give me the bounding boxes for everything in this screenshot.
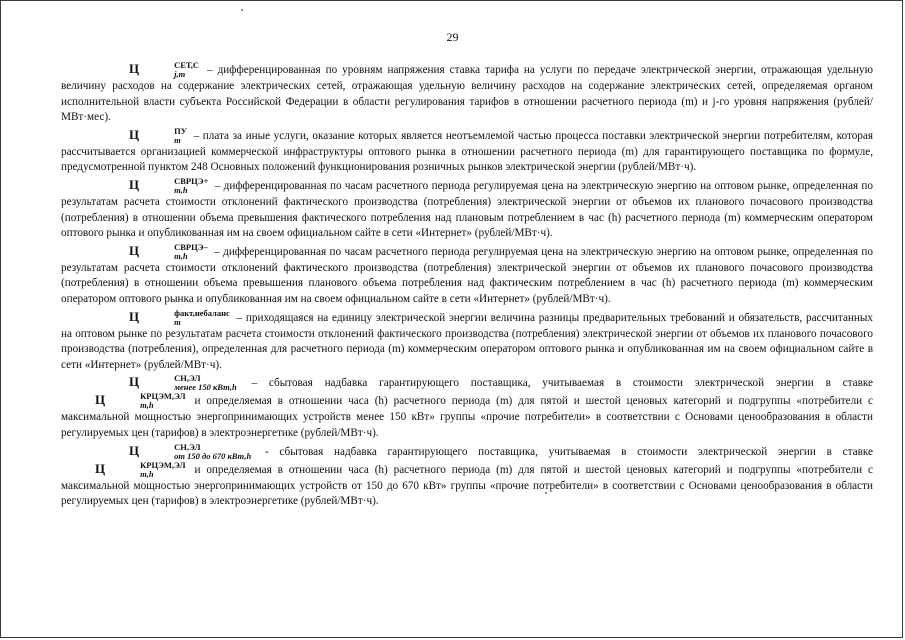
definition-text: – плата за иные услуги, оказание которых является неотъемлемой частью процесса поставки электрической энергии потребителям, которая рассчитывается организацией коммерческой инфраструктуры оптового рынка в отношении расчетного периода (m) для гарантирующего поставщика по формуле, предусмотренной пунктом 248 Основных положений функционирования розничных рынков электрической энергии (рублей/МВт·ч). xyxy=(61,129,873,174)
definition-paragraph xyxy=(61,374,873,441)
definition-paragraph xyxy=(61,127,873,176)
definition-paragraph xyxy=(61,443,873,510)
definition-paragraph xyxy=(61,309,873,374)
definition-text: – дифференцированная по часам расчетного периода регулируемая цена на электрическую энергию на оптовом рынке, определенная по результатам расчета стоимости отклонений фактического производства (потребления) электрической энергии от объемов их планового почасового производства (потребления) в отношении объема превышения планового объема потребления над фактическим потреблением в час (h) расчетного периода (m) коммерческим оператором оптового рынка и опубликованная им на своем официальном сайте в сети «Интернет» (рублей/МВт·ч). xyxy=(61,245,873,305)
definition-text: – дифференцированная по часам расчетного периода регулируемая цена на электрическую энергию на оптовом рынке, определенная по результатам расчета стоимости отклонений фактического производства (потребления) электрической энергии от объемов их планового почасового производства (потребления) в отношении объема превышения фактического потребления над плановым потреблением в час (h) расчетного периода (m) коммерческим оператором оптового рынка и опубликованная им на своем официальном сайте в сети «Интернет» (рублей/МВт·ч). xyxy=(61,180,873,240)
definition-text-lead: – сбытовая надбавка гарантирующего поставщика, учитываемая в стоимости электрической энергии в ставке xyxy=(239,377,873,390)
formula-symbol: Ц СЕТ,С j,m xyxy=(129,60,200,80)
page-number: 29 xyxy=(446,30,459,44)
definition-text: – дифференцированная по уровням напряжения ставка тарифа на услуги по передаче электрической энергии, отражающая удельную величину расходов на содержание электрических сетей, отражающая удельную величину расходов на содержание электрических сетей, определяемая органом исполнительной власти субъекта Российской Федерации в области регулирования тарифов в отношении расчетного периода (m) и j-го уровня напряжения (рублей/МВт·мес). xyxy=(61,64,873,124)
definition-text: и определяемая в отношении часа (h) расчетного периода (m) для пятой и шестой ценовых категорий и подгруппы «потребители с максимальной мощностью энергопринимающих устройств от 150 до 670 кВт» группы «прочие потребители» в соответствии с Основами ценообразования в области регулируемых цен (тарифов) в электроэнергетике (рублей/МВт·ч). xyxy=(61,463,873,508)
inline-formula-symbol: Ц КРЦЭМ,ЭЛ m,h xyxy=(95,391,186,411)
formula-symbol: Ц ПУ m xyxy=(129,125,187,145)
formula-symbol: Ц СВРЦЭ– m,h xyxy=(129,241,208,261)
definition-text-lead: - сбытовая надбавка гарантирующего поставщика, учитываемая в стоимости электрической энергии в ставке xyxy=(254,445,873,458)
formula-symbol: Ц факт,небаланс m xyxy=(129,307,230,327)
inline-formula-symbol: Ц КРЦЭМ,ЭЛ m,h xyxy=(95,459,186,479)
formula-symbol: Ц СН,ЭЛ менее 150 кВт,h xyxy=(129,373,237,393)
definition-text: – приходящаяся на единицу электрической энергии величина разницы предварительных требований и обязательств, рассчитанных на оптовом рынке по результатам расчета стоимости отклонений фактического производства (потребления) электрической энергии от объемов их планового почасового производства (потребления), определенная для расчетного периода (m) коммерческим оператором оптового рынка и опубликованная им на своем официальном сайте в сети «Интернет» (рублей/МВт·ч). xyxy=(61,311,873,371)
definition-paragraph xyxy=(61,243,873,308)
definition-text: и определяемая в отношении часа (h) расчетного периода (m) для пятой и шестой ценовых категорий и подгруппы «потребители с максимальной мощностью энергопринимающих устройств менее 150 кВт» группы «прочие потребители» в соответствии с Основами ценообразования в области регулируемых цен (тарифов) в электроэнергетике (рублей/МВт·ч). xyxy=(61,395,873,440)
definition-paragraph xyxy=(61,177,873,242)
formula-symbol: Ц СВРЦЭ+ m,h xyxy=(129,176,209,196)
document-body xyxy=(61,61,873,510)
formula-symbol: Ц СН,ЭЛ от 150 до 670 кВт,h xyxy=(129,441,252,461)
scan-speck xyxy=(241,9,243,11)
definition-paragraph xyxy=(61,61,873,126)
